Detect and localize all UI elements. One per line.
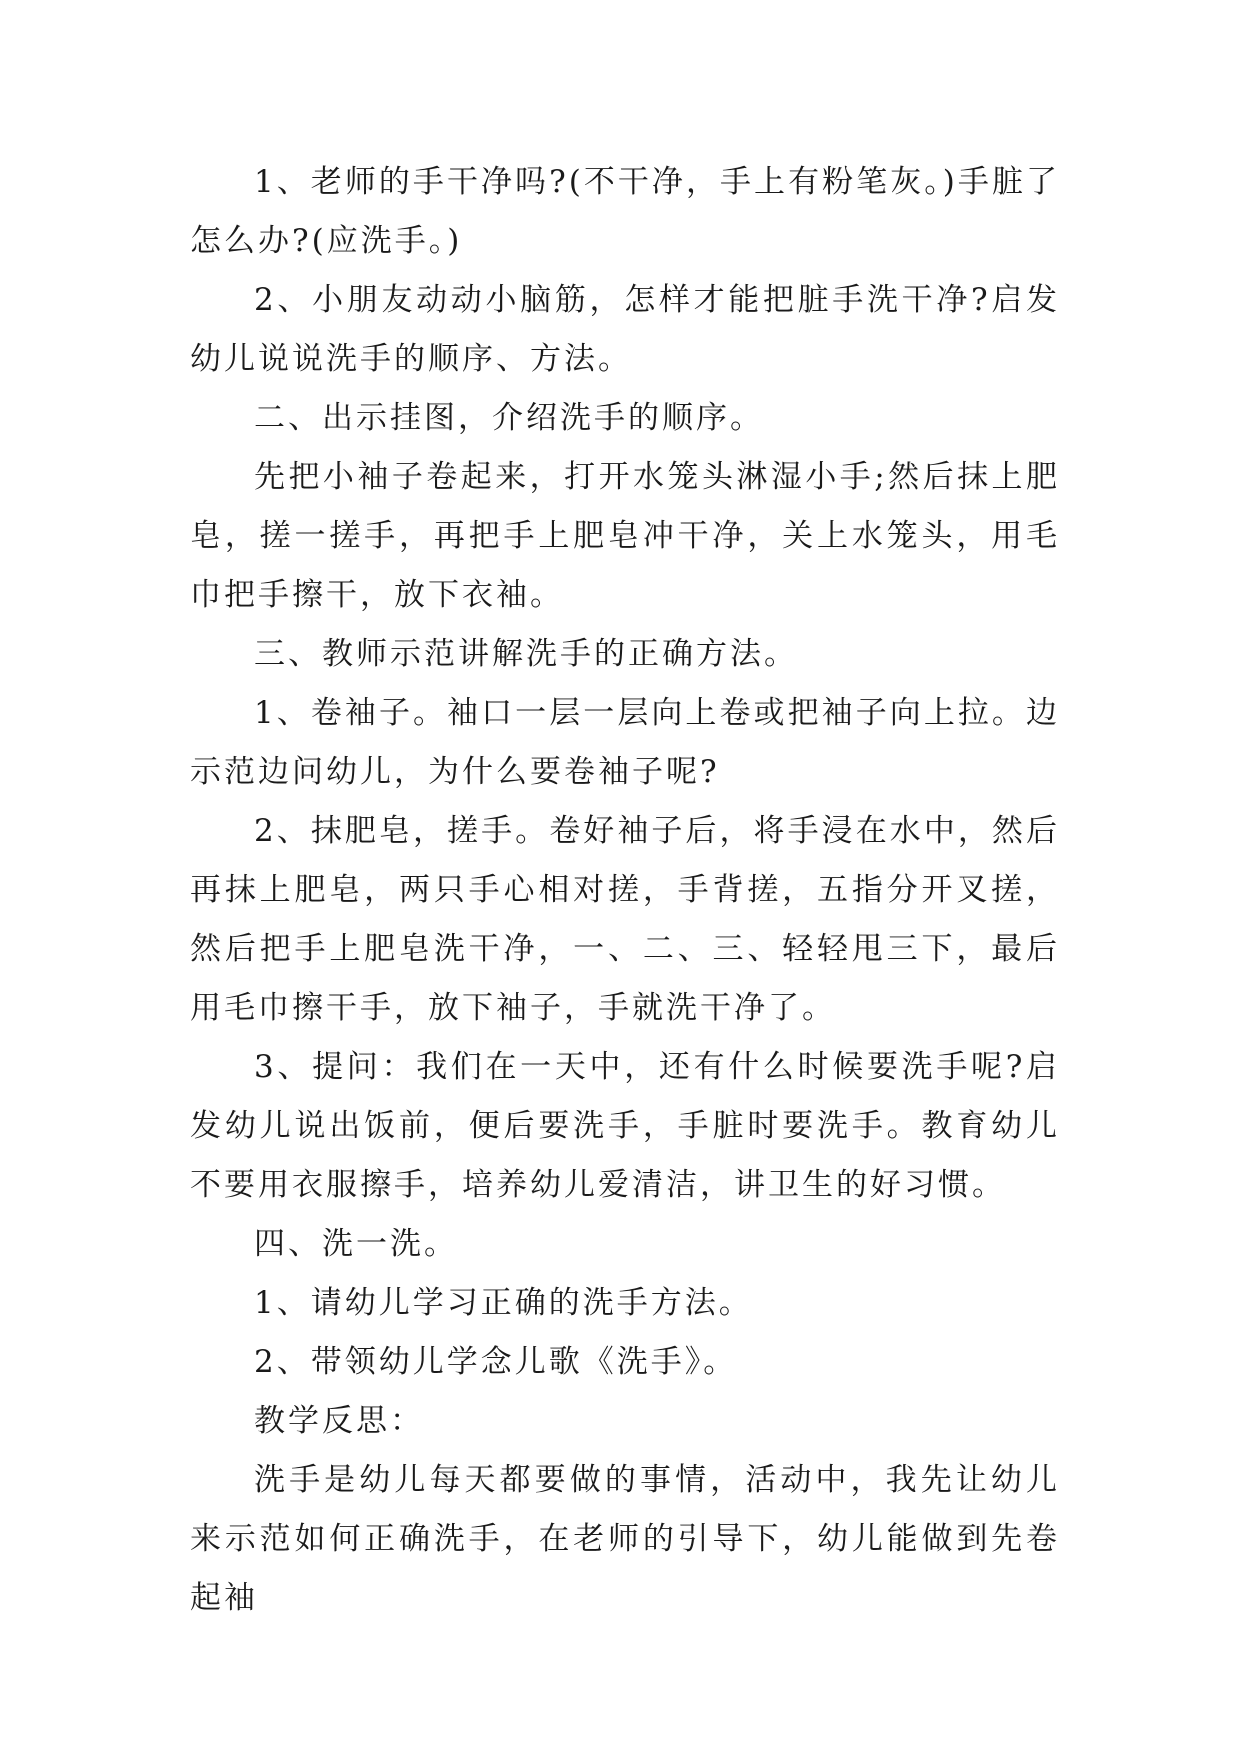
- paragraph-question: 3、提问：我们在一天中，还有什么时候要洗手呢?启发幼儿说出饭前，便后要洗手，手脏时要洗手。教育幼儿不要用衣服擦手，培养幼儿爱清洁，讲卫生的好习惯。: [190, 1049, 1060, 1203]
- paragraph-wash-order: 先把小袖子卷起来，打开水笼头淋湿小手;然后抹上肥皂，搓一搓手，再把手上肥皂冲干净，关上水笼头，用毛巾把手擦干，放下衣袖。: [190, 459, 1060, 613]
- paragraph-soap-rub: 2、抹肥皂，搓手。卷好袖子后，将手浸在水中，然后再抹上肥皂，两只手心相对搓，手背搓，五指分开叉搓，然后把手上肥皂洗干净，一、二、三、轻轻甩三下，最后用毛巾擦干手，放下袖子，手就洗干净了。: [190, 813, 1060, 1026]
- paragraph-reflection: 洗手是幼儿每天都要做的事情，活动中，我先让幼儿来示范如何正确洗手，在老师的引导下，幼儿能做到先卷起袖: [190, 1462, 1060, 1616]
- paragraph-roll-sleeves: 1、卷袖子。袖口一层一层向上卷或把袖子向上拉。边示范边问幼儿，为什么要卷袖子呢?: [190, 695, 1060, 790]
- paragraph-discussion-1: 1、老师的手干净吗?(不干净，手上有粉笔灰。)手脏了怎么办?(应洗手。): [190, 164, 1060, 259]
- document-body: [190, 153, 1060, 1628]
- paragraph-discussion-2: 2、小朋友动动小脑筋，怎样才能把脏手洗干净?启发幼儿说说洗手的顺序、方法。: [190, 282, 1060, 377]
- reflection-heading: 教学反思：: [254, 1403, 424, 1439]
- section-heading-4: 四、洗一洗。: [254, 1226, 458, 1262]
- paragraph-practice-1: 1、请幼儿学习正确的洗手方法。: [254, 1285, 753, 1321]
- section-heading-2: 二、出示挂图，介绍洗手的顺序。: [254, 400, 764, 436]
- section-heading-3: 三、教师示范讲解洗手的正确方法。: [254, 636, 798, 672]
- paragraph-practice-2: 2、带领幼儿学念儿歌《洗手》。: [254, 1344, 738, 1380]
